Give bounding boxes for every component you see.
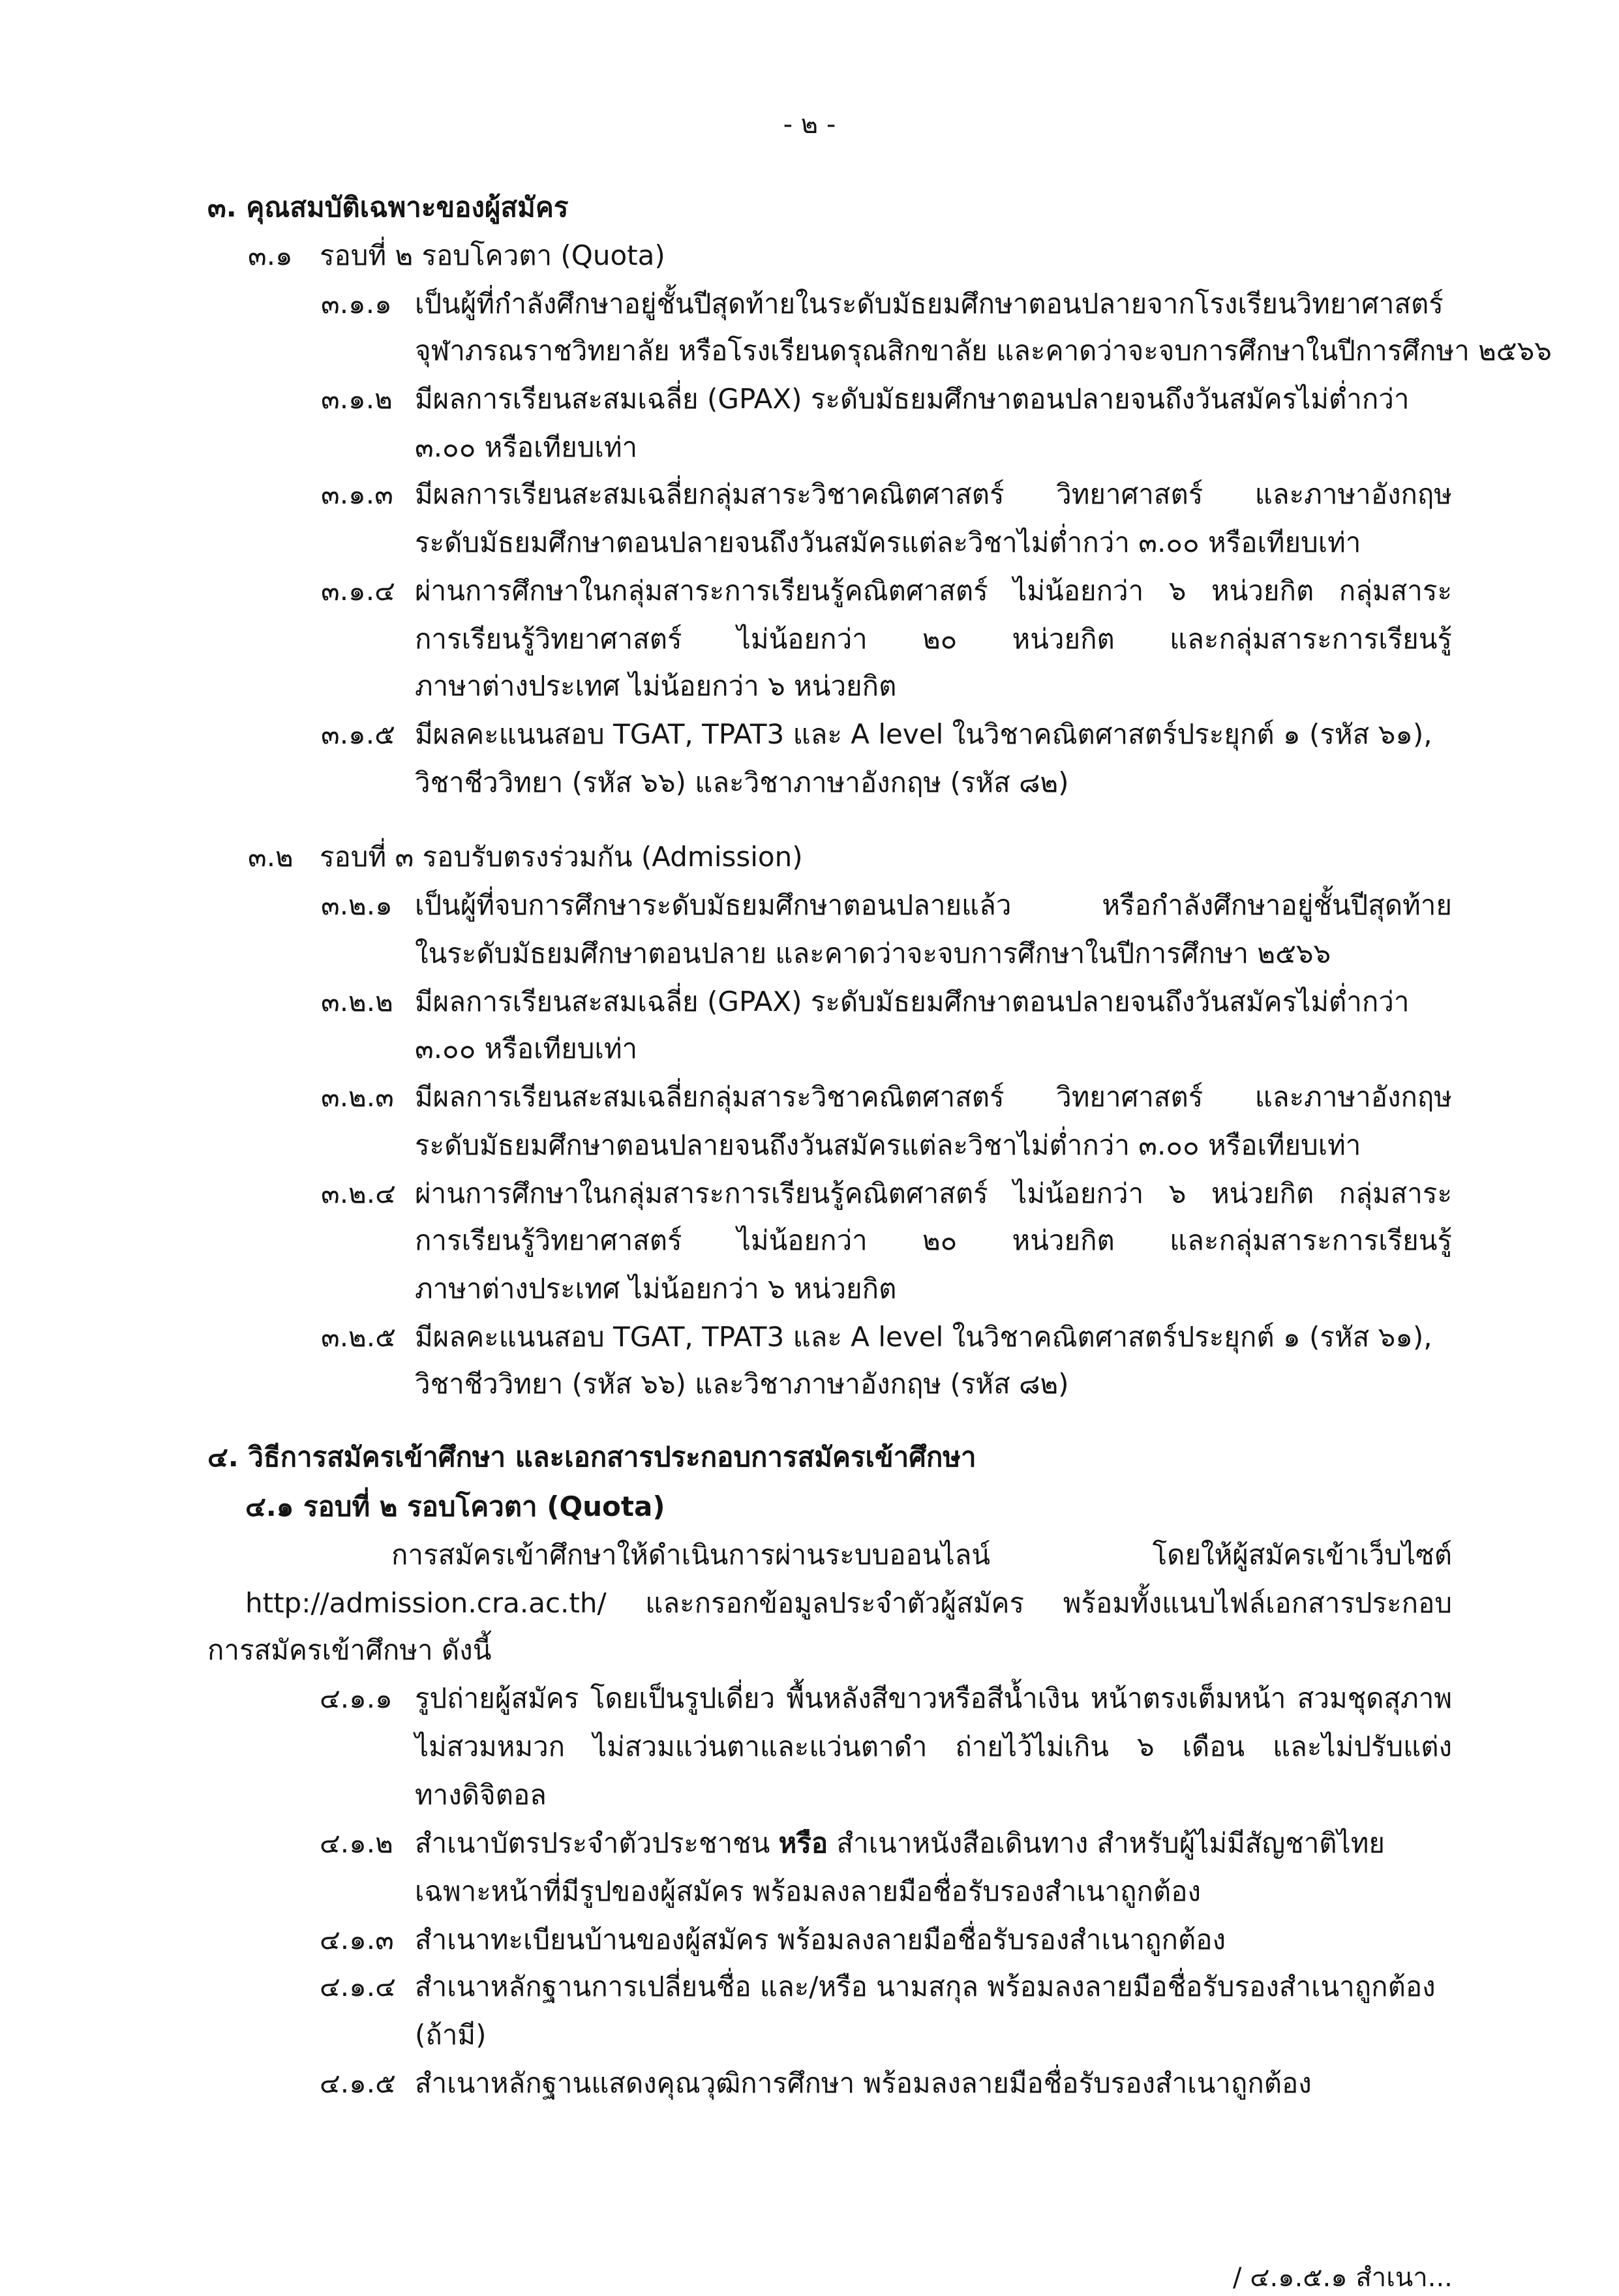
item-4-1-2-number: ๔.๑.๒: [320, 1827, 393, 1859]
item-3-1-5-line1: มีผลคะแนนสอบ TGAT, TPAT3 และ A level ในวิชาคณิตศาสตร์ประยุกต์ ๑ (รหัส ๖๑),: [415, 718, 1432, 750]
item-3-1-1-line1: เป็นผู้ที่กำลังศึกษาอยู่ชั้นปีสุดท้ายในระดับมัธยมศึกษาตอนปลายจากโรงเรียนวิทยาศาสตร์: [415, 288, 1444, 320]
item-3-2-1-line1: เป็นผู้ที่จบการศึกษาระดับมัธยมศึกษาตอนปลายแล้ว หรือกำลังศึกษาอยู่ชั้นปีสุดท้าย: [415, 889, 1452, 921]
section-4-1-paragraph-line3: การสมัครเข้าศึกษา ดังนี้: [207, 1634, 492, 1666]
item-4-1-4-line2: (ถ้ามี): [415, 2019, 487, 2051]
item-3-1-3-line2: ระดับมัธยมศึกษาตอนปลายจนถึงวันสมัครแต่ละวิชาไม่ต่ำกว่า ๓.๐๐ หรือเทียบเท่า: [415, 526, 1361, 558]
section-4-1-paragraph-line1: การสมัครเข้าศึกษาให้ดำเนินการผ่านระบบออนไลน์ โดยให้ผู้สมัครเข้าเว็บไซต์: [391, 1539, 1452, 1571]
section-3-heading: ๓. คุณสมบัติเฉพาะของผู้สมัคร: [207, 191, 569, 223]
item-3-2-5-line2: วิชาชีววิทยา (รหัส ๖๖) และวิชาภาษาอังกฤษ (รหัส ๘๒): [415, 1368, 1069, 1400]
section-3-1-number: ๓.๑: [248, 239, 293, 271]
item-3-2-5-line1: มีผลคะแนนสอบ TGAT, TPAT3 และ A level ในวิชาคณิตศาสตร์ประยุกต์ ๑ (รหัส ๖๑),: [415, 1321, 1432, 1353]
item-3-2-1-line2: ในระดับมัธยมศึกษาตอนปลาย และคาดว่าจะจบการศึกษาในปีการศึกษา ๒๕๖๖: [415, 937, 1331, 969]
item-3-2-2-line1: มีผลการเรียนสะสมเฉลี่ย (GPAX) ระดับมัธยมศึกษาตอนปลายจนถึงวันสมัครไม่ต่ำกว่า: [415, 986, 1410, 1018]
item-3-2-3-line1: มีผลการเรียนสะสมเฉลี่ยกลุ่มสาระวิชาคณิตศาสตร์ วิทยาศาสตร์ และภาษาอังกฤษ: [415, 1081, 1452, 1113]
item-4-1-2-or-emphasis: หรือ: [778, 1827, 828, 1859]
item-4-1-1-line2: ไม่สวมหมวก ไม่สวมแว่นตาและแว่นตาดำ ถ่ายไว้ไม่เกิน ๖ เดือน และไม่ปรับแต่ง: [415, 1730, 1452, 1762]
item-4-1-2-line1: [415, 1824, 1385, 1863]
section-3-1-title: รอบที่ ๒ รอบโควตา (Quota): [320, 239, 665, 271]
item-3-2-3-line2: ระดับมัธยมศึกษาตอนปลายจนถึงวันสมัครแต่ละวิชาไม่ต่ำกว่า ๓.๐๐ หรือเทียบเท่า: [415, 1129, 1361, 1161]
item-4-1-1-line1: รูปถ่ายผู้สมัคร โดยเป็นรูปเดี่ยว พื้นหลังสีขาวหรือสีน้ำเงิน หน้าตรงเต็มหน้า สวมชุดสุภาพ: [415, 1682, 1452, 1714]
item-3-2-4-line1: ผ่านการศึกษาในกลุ่มสาระการเรียนรู้คณิตศาสตร์ ไม่น้อยกว่า ๖ หน่วยกิต กลุ่มสาระ: [415, 1177, 1452, 1209]
item-3-2-5-number: ๓.๒.๕: [321, 1321, 396, 1353]
item-4-1-2-text-a: สำเนาบัตรประจำตัวประชาชน: [415, 1827, 770, 1859]
item-3-1-1-line2: จุฬาภรณราชวิทยาลัย หรือโรงเรียนดรุณสิกขาลัย และคาดว่าจะจบการศึกษาในปีการศึกษา ๒๕๖๖: [415, 335, 1552, 367]
item-3-1-5-number: ๓.๑.๕: [321, 718, 395, 750]
section-4-heading: ๔. วิธีการสมัครเข้าศึกษา และเอกสารประกอบการสมัครเข้าศึกษา: [207, 1441, 976, 1473]
item-3-2-2-number: ๓.๒.๒: [321, 986, 393, 1018]
item-3-2-2-line2: ๓.๐๐ หรือเทียบเท่า: [415, 1033, 638, 1065]
item-3-2-4-line2: การเรียนรู้วิทยาศาสตร์ ไม่น้อยกว่า ๒๐ หน่วยกิต และกลุ่มสาระการเรียนรู้: [415, 1224, 1452, 1256]
section-3-2-title: รอบที่ ๓ รอบรับตรงร่วมกัน (Admission): [320, 841, 803, 873]
item-3-1-2-line2: ๓.๐๐ หรือเทียบเท่า: [415, 431, 638, 463]
item-4-1-3-line1: สำเนาทะเบียนบ้านของผู้สมัคร พร้อมลงลายมือชื่อรับรองสำเนาถูกต้อง: [415, 1924, 1226, 1956]
item-3-2-4-number: ๓.๒.๔: [321, 1177, 396, 1209]
item-3-1-5-line2: วิชาชีววิทยา (รหัส ๖๖) และวิชาภาษาอังกฤษ (รหัส ๘๒): [415, 766, 1069, 798]
item-4-1-5-line1: สำเนาหลักฐานแสดงคุณวุฒิการศึกษา พร้อมลงลายมือชื่อรับรองสำเนาถูกต้อง: [415, 2067, 1312, 2099]
continuation-footer: / ๔.๑.๕.๑ สำเนา...: [1233, 2263, 1453, 2293]
item-3-2-1-number: ๓.๒.๑: [321, 889, 393, 921]
section-3-2-number: ๓.๒: [248, 841, 294, 873]
page-number: - ๒ -: [783, 110, 836, 140]
item-3-1-4-line1: ผ่านการศึกษาในกลุ่มสาระการเรียนรู้คณิตศาสตร์ ไม่น้อยกว่า ๖ หน่วยกิต กลุ่มสาระ: [415, 575, 1452, 607]
item-3-1-4-line3: ภาษาต่างประเทศ ไม่น้อยกว่า ๖ หน่วยกิต: [415, 670, 897, 702]
item-4-1-5-number: ๔.๑.๕: [320, 2067, 396, 2099]
item-3-1-3-line1: มีผลการเรียนสะสมเฉลี่ยกลุ่มสาระวิชาคณิตศาสตร์ วิทยาศาสตร์ และภาษาอังกฤษ: [415, 478, 1452, 510]
item-4-1-1-line3: ทางดิจิตอล: [415, 1779, 547, 1811]
item-3-1-4-line2: การเรียนรู้วิทยาศาสตร์ ไม่น้อยกว่า ๒๐ หน่วยกิต และกลุ่มสาระการเรียนรู้: [415, 623, 1452, 655]
item-3-1-4-number: ๓.๑.๔: [321, 575, 395, 607]
item-3-1-2-number: ๓.๑.๒: [321, 383, 393, 415]
item-3-2-3-number: ๓.๒.๓: [321, 1081, 394, 1113]
item-4-1-4-number: ๔.๑.๔: [320, 1971, 396, 2002]
item-3-1-3-number: ๓.๑.๓: [321, 478, 393, 510]
item-4-1-1-number: ๔.๑.๑: [320, 1682, 393, 1714]
item-4-1-2-text-c: สำเนาหนังสือเดินทาง สำหรับผู้ไม่มีสัญชาติไทย: [836, 1827, 1385, 1859]
section-4-1-paragraph-line2: http://admission.cra.ac.th/ และกรอกข้อมูลประจำตัวผู้สมัคร พร้อมทั้งแนบไฟล์เอกสารประกอบ: [245, 1587, 1452, 1619]
section-4-1-heading: ๔.๑ รอบที่ ๒ รอบโควตา (Quota): [245, 1490, 665, 1522]
item-3-1-2-line1: มีผลการเรียนสะสมเฉลี่ย (GPAX) ระดับมัธยมศึกษาตอนปลายจนถึงวันสมัครไม่ต่ำกว่า: [415, 383, 1410, 415]
item-4-1-4-line1: สำเนาหลักฐานการเปลี่ยนชื่อ และ/หรือ นามสกุล พร้อมลงลายมือชื่อรับรองสำเนาถูกต้อง: [415, 1971, 1436, 2002]
item-3-1-1-number: ๓.๑.๑: [321, 288, 392, 320]
item-3-2-4-line3: ภาษาต่างประเทศ ไม่น้อยกว่า ๖ หน่วยกิต: [415, 1273, 897, 1305]
item-4-1-3-number: ๔.๑.๓: [320, 1924, 394, 1956]
item-4-1-2-line2: เฉพาะหน้าที่มีรูปของผู้สมัคร พร้อมลงลายมือชื่อรับรองสำเนาถูกต้อง: [415, 1875, 1201, 1907]
